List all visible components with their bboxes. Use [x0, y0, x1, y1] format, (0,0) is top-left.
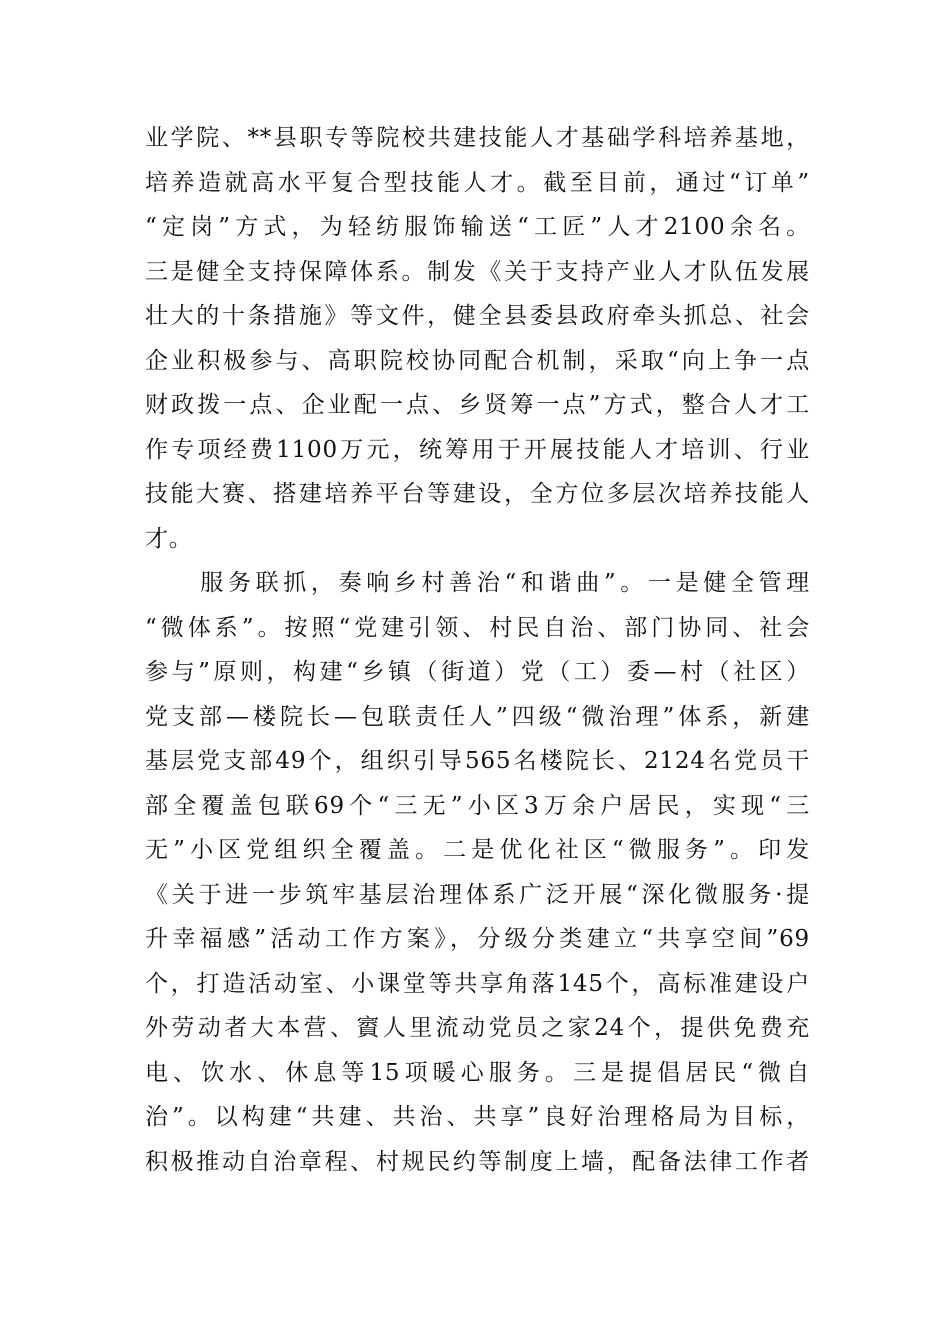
text-line: 壮大的十条措施》等文件，健全县委县政府牵头抓总、社会 [145, 303, 810, 329]
text-line: 《关于进一步筑牢基层治理体系广泛开展“深化微服务·提 [145, 881, 810, 908]
text-line: 技能大赛、搭建培养平台等建设，全方位多层次培养技能人 [145, 481, 810, 507]
body-text [145, 116, 810, 1184]
text-line: 党支部—楼院长—包联责任人”四级“微治理”体系，新建 [145, 703, 810, 730]
text-line: 无”小区党组织全覆盖。二是优化社区“微服务”。印发 [145, 837, 810, 863]
text-line: 财政拨一点、企业配一点、乡贤筹一点”方式，整合人才工 [145, 392, 810, 418]
paragraph-2 [145, 561, 810, 1184]
text-line: “定岗”方式，为轻纺服饰输送“工匠”人才2100余名。 [145, 214, 810, 240]
text-line: 电、饮水、休息等15项暖心服务。三是提倡居民“微自 [145, 1059, 810, 1086]
text-line: 参与”原则，构建“乡镇（街道）党（工）委—村（社区） [145, 659, 810, 685]
text-line: 三是健全支持保障体系。制发《关于支持产业人才队伍发展 [145, 258, 810, 285]
text-line: 企业积极参与、高职院校协同配合机制，采取“向上争一点 [145, 347, 810, 374]
text-line: 服务联抓，奏响乡村善治“和谐曲”。一是健全管理 [145, 570, 810, 596]
text-line: 部全覆盖包联69个“三无”小区3万余户居民，实现“三 [145, 792, 810, 819]
text-line: “微体系”。按照“党建引领、村民自治、部门协同、社会 [145, 614, 810, 641]
text-line: 升幸福感”活动工作方案》，分级分类建立“共享空间”69 [145, 926, 810, 952]
text-line: 业学院、**县职专等院校共建技能人才基础学科培养基地， [145, 125, 810, 151]
text-line: 积极推动自治章程、村规民约等制度上墙，配备法律工作者 [145, 1148, 810, 1175]
text-line: 作专项经费1100万元，统筹用于开展技能人才培训、行业 [145, 436, 810, 463]
text-line: 基层党支部49个，组织引导565名楼院长、2124名党员干 [145, 748, 810, 774]
text-line: 治”。以构建“共建、共治、共享”良好治理格局为目标， [145, 1104, 810, 1130]
text-line: 培养造就高水平复合型技能人才。截至目前，通过“订单” [145, 169, 810, 196]
text-line: 才。 [145, 525, 193, 552]
paragraph-1 [145, 116, 810, 561]
text-line: 外劳动者大本营、賨人里流动党员之家24个，提供免费充 [145, 1015, 810, 1041]
text-line: 个，打造活动室、小课堂等共享角落145个，高标准建设户 [145, 970, 810, 997]
